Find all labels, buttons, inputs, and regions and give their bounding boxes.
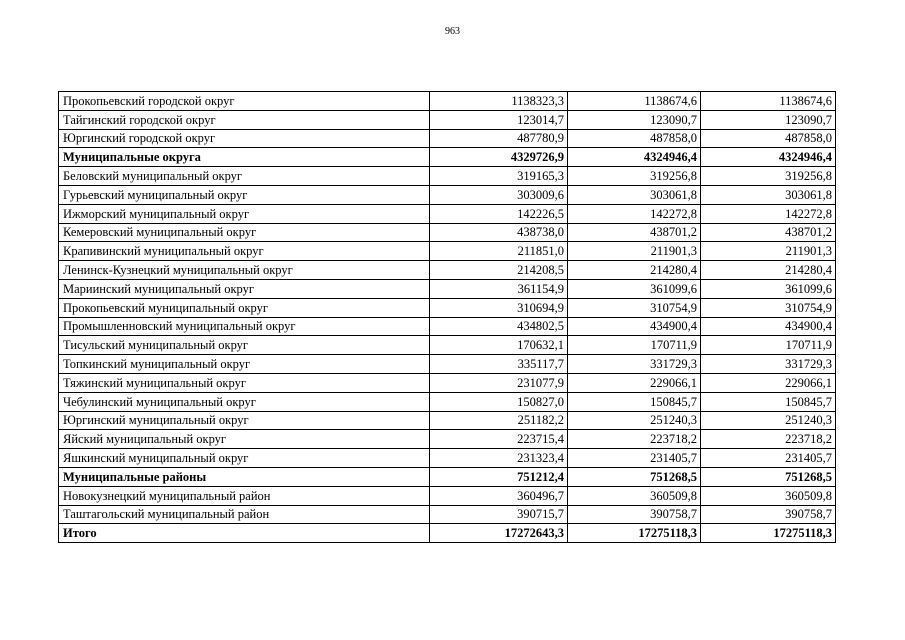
table-row bbox=[59, 261, 836, 280]
row-value-3-cell: 310754,9 bbox=[701, 298, 836, 317]
table-row bbox=[59, 167, 836, 186]
row-value-3-cell: 360509,8 bbox=[701, 486, 836, 505]
row-value-2-cell: 123090,7 bbox=[568, 110, 701, 129]
table-row bbox=[59, 92, 836, 111]
row-name-cell: Итого bbox=[59, 524, 430, 543]
row-value-3-cell: 438701,2 bbox=[701, 223, 836, 242]
row-value-3-cell: 17275118,3 bbox=[701, 524, 836, 543]
row-name-cell: Тяжинский муниципальный округ bbox=[59, 373, 430, 392]
row-value-2-cell: 751268,5 bbox=[568, 467, 701, 486]
row-value-1-cell: 142226,5 bbox=[430, 204, 568, 223]
table-body bbox=[59, 92, 836, 543]
row-value-3-cell: 331729,3 bbox=[701, 355, 836, 374]
row-name-cell: Беловский муниципальный округ bbox=[59, 167, 430, 186]
table-row bbox=[59, 486, 836, 505]
row-name-cell: Топкинский муниципальный округ bbox=[59, 355, 430, 374]
row-value-3-cell: 142272,8 bbox=[701, 204, 836, 223]
row-value-2-cell: 331729,3 bbox=[568, 355, 701, 374]
row-name-cell: Ижморский муниципальный округ bbox=[59, 204, 430, 223]
row-value-1-cell: 123014,7 bbox=[430, 110, 568, 129]
row-value-3-cell: 390758,7 bbox=[701, 505, 836, 524]
row-value-2-cell: 303061,8 bbox=[568, 185, 701, 204]
row-value-1-cell: 231323,4 bbox=[430, 449, 568, 468]
row-value-3-cell: 229066,1 bbox=[701, 373, 836, 392]
row-name-cell: Муниципальные районы bbox=[59, 467, 430, 486]
row-name-cell: Гурьевский муниципальный округ bbox=[59, 185, 430, 204]
row-value-1-cell: 434802,5 bbox=[430, 317, 568, 336]
row-value-2-cell: 251240,3 bbox=[568, 411, 701, 430]
table-row bbox=[59, 355, 836, 374]
row-value-1-cell: 251182,2 bbox=[430, 411, 568, 430]
row-value-1-cell: 17272643,3 bbox=[430, 524, 568, 543]
row-value-3-cell: 319256,8 bbox=[701, 167, 836, 186]
row-value-3-cell: 487858,0 bbox=[701, 129, 836, 148]
row-value-2-cell: 214280,4 bbox=[568, 261, 701, 280]
row-value-3-cell: 170711,9 bbox=[701, 336, 836, 355]
row-value-2-cell: 142272,8 bbox=[568, 204, 701, 223]
row-value-2-cell: 4324946,4 bbox=[568, 148, 701, 167]
table-row bbox=[59, 449, 836, 468]
row-value-1-cell: 360496,7 bbox=[430, 486, 568, 505]
row-value-1-cell: 319165,3 bbox=[430, 167, 568, 186]
row-value-2-cell: 229066,1 bbox=[568, 373, 701, 392]
row-value-1-cell: 390715,7 bbox=[430, 505, 568, 524]
row-value-2-cell: 231405,7 bbox=[568, 449, 701, 468]
row-name-cell: Муниципальные округа bbox=[59, 148, 430, 167]
row-value-2-cell: 360509,8 bbox=[568, 486, 701, 505]
row-value-3-cell: 751268,5 bbox=[701, 467, 836, 486]
row-value-2-cell: 434900,4 bbox=[568, 317, 701, 336]
row-value-3-cell: 434900,4 bbox=[701, 317, 836, 336]
table-row bbox=[59, 505, 836, 524]
table-row bbox=[59, 242, 836, 261]
row-name-cell: Чебулинский муниципальный округ bbox=[59, 392, 430, 411]
row-value-2-cell: 17275118,3 bbox=[568, 524, 701, 543]
row-value-1-cell: 150827,0 bbox=[430, 392, 568, 411]
row-value-2-cell: 487858,0 bbox=[568, 129, 701, 148]
row-name-cell: Прокопьевский муниципальный округ bbox=[59, 298, 430, 317]
row-value-2-cell: 211901,3 bbox=[568, 242, 701, 261]
row-name-cell: Тайгинский городской округ bbox=[59, 110, 430, 129]
row-value-3-cell: 231405,7 bbox=[701, 449, 836, 468]
row-name-cell: Новокузнецкий муниципальный район bbox=[59, 486, 430, 505]
row-name-cell: Мариинский муниципальный округ bbox=[59, 279, 430, 298]
table-row bbox=[59, 373, 836, 392]
table-row bbox=[59, 411, 836, 430]
table-row bbox=[59, 524, 836, 543]
row-value-3-cell: 211901,3 bbox=[701, 242, 836, 261]
row-value-2-cell: 150845,7 bbox=[568, 392, 701, 411]
row-value-2-cell: 170711,9 bbox=[568, 336, 701, 355]
row-value-1-cell: 170632,1 bbox=[430, 336, 568, 355]
row-value-3-cell: 223718,2 bbox=[701, 430, 836, 449]
table-row bbox=[59, 110, 836, 129]
row-name-cell: Прокопьевский городской округ bbox=[59, 92, 430, 111]
table-row bbox=[59, 204, 836, 223]
row-value-1-cell: 211851,0 bbox=[430, 242, 568, 261]
row-value-1-cell: 303009,6 bbox=[430, 185, 568, 204]
row-value-3-cell: 214280,4 bbox=[701, 261, 836, 280]
table-row bbox=[59, 392, 836, 411]
row-value-1-cell: 231077,9 bbox=[430, 373, 568, 392]
row-name-cell: Юргинский городской округ bbox=[59, 129, 430, 148]
table-row bbox=[59, 298, 836, 317]
row-name-cell: Таштагольский муниципальный район bbox=[59, 505, 430, 524]
row-value-2-cell: 319256,8 bbox=[568, 167, 701, 186]
row-value-3-cell: 251240,3 bbox=[701, 411, 836, 430]
row-name-cell: Юргинский муниципальный округ bbox=[59, 411, 430, 430]
row-value-3-cell: 361099,6 bbox=[701, 279, 836, 298]
table-row bbox=[59, 336, 836, 355]
row-value-3-cell: 1138674,6 bbox=[701, 92, 836, 111]
row-value-3-cell: 4324946,4 bbox=[701, 148, 836, 167]
table-row bbox=[59, 223, 836, 242]
row-value-2-cell: 1138674,6 bbox=[568, 92, 701, 111]
row-value-1-cell: 361154,9 bbox=[430, 279, 568, 298]
row-name-cell: Ленинск-Кузнецкий муниципальный округ bbox=[59, 261, 430, 280]
row-value-3-cell: 150845,7 bbox=[701, 392, 836, 411]
row-value-2-cell: 310754,9 bbox=[568, 298, 701, 317]
table-row bbox=[59, 129, 836, 148]
row-value-1-cell: 214208,5 bbox=[430, 261, 568, 280]
row-value-2-cell: 223718,2 bbox=[568, 430, 701, 449]
row-name-cell: Кемеровский муниципальный округ bbox=[59, 223, 430, 242]
row-name-cell: Яйский муниципальный округ bbox=[59, 430, 430, 449]
row-value-2-cell: 438701,2 bbox=[568, 223, 701, 242]
page-number: 963 bbox=[445, 26, 460, 37]
row-name-cell: Крапивинский муниципальный округ bbox=[59, 242, 430, 261]
row-value-1-cell: 751212,4 bbox=[430, 467, 568, 486]
row-value-1-cell: 4329726,9 bbox=[430, 148, 568, 167]
budget-table bbox=[58, 91, 836, 543]
row-value-1-cell: 1138323,3 bbox=[430, 92, 568, 111]
table-row bbox=[59, 148, 836, 167]
row-value-2-cell: 361099,6 bbox=[568, 279, 701, 298]
table-row bbox=[59, 279, 836, 298]
row-value-1-cell: 335117,7 bbox=[430, 355, 568, 374]
table-row bbox=[59, 467, 836, 486]
row-value-1-cell: 487780,9 bbox=[430, 129, 568, 148]
row-name-cell: Тисульский муниципальный округ bbox=[59, 336, 430, 355]
row-value-2-cell: 390758,7 bbox=[568, 505, 701, 524]
row-value-1-cell: 223715,4 bbox=[430, 430, 568, 449]
table-row bbox=[59, 185, 836, 204]
table-row bbox=[59, 317, 836, 336]
table-row bbox=[59, 430, 836, 449]
row-value-1-cell: 438738,0 bbox=[430, 223, 568, 242]
row-value-3-cell: 123090,7 bbox=[701, 110, 836, 129]
row-value-3-cell: 303061,8 bbox=[701, 185, 836, 204]
row-value-1-cell: 310694,9 bbox=[430, 298, 568, 317]
row-name-cell: Промышленновский муниципальный округ bbox=[59, 317, 430, 336]
row-name-cell: Яшкинский муниципальный округ bbox=[59, 449, 430, 468]
